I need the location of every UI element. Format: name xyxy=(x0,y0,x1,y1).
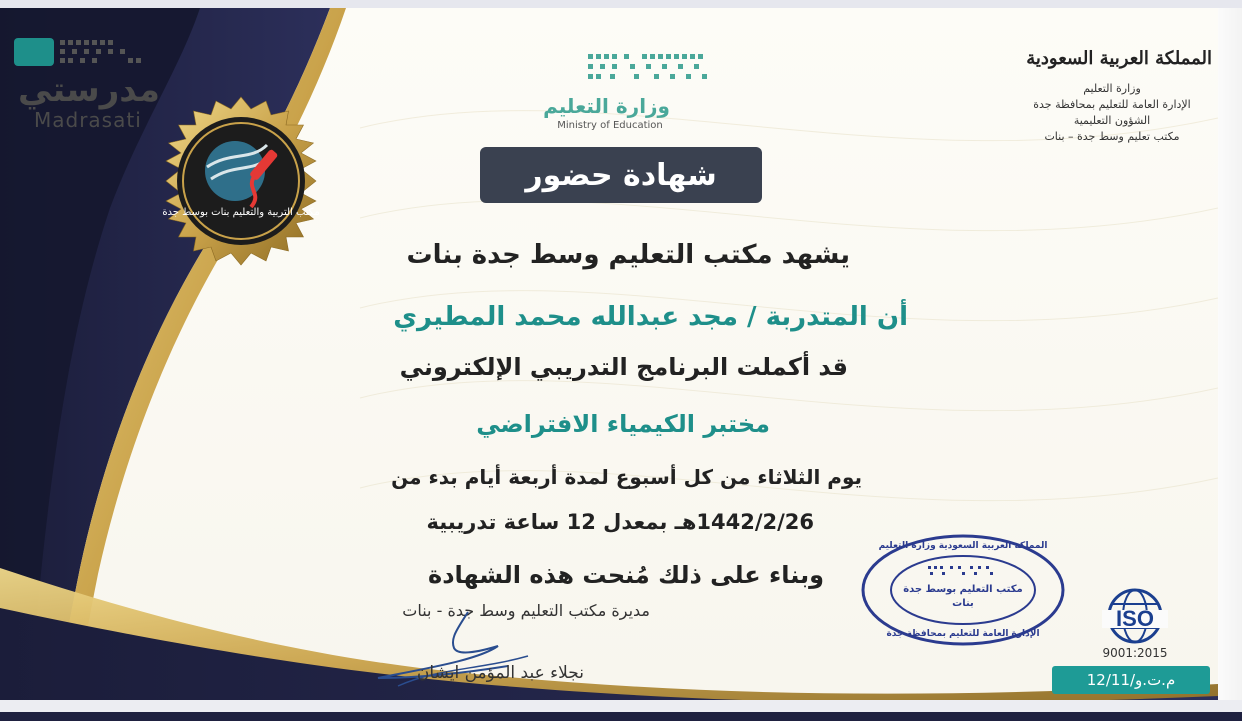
header-line-office: مكتب تعليم وسط جدة – بنات xyxy=(1044,130,1180,143)
cert-line-granted: وبناء على ذلك مُنحت هذه الشهادة xyxy=(428,561,824,589)
signatory-name: نجلاء عبد المؤمن ايشان xyxy=(416,663,584,683)
signatory-title: مديرة مكتب التعليم وسط جدة - بنات xyxy=(402,601,650,620)
medal-text: مكتب التربية والتعليم بنات بوسط جدة xyxy=(162,207,320,218)
ministry-logo xyxy=(530,50,720,140)
stamp-center-office: مكتب التعليم بوسط جدة xyxy=(903,584,1023,595)
bottom-strip xyxy=(0,712,1242,721)
certificate-title: شهادة حضور xyxy=(480,147,762,203)
header-line-administration: الإدارة العامة للتعليم بمحافظة جدة xyxy=(1033,98,1191,111)
certificate-frame xyxy=(0,8,1242,700)
issuer-header xyxy=(952,48,1212,145)
reference-code: م.ت.و/12/11 xyxy=(1052,666,1210,694)
office-medal-emblem xyxy=(136,96,346,266)
kingdom-title: المملكة العربية السعودية xyxy=(1026,48,1212,69)
madrasati-arabic: مدرستي xyxy=(18,70,160,110)
cert-line-trainee: أن المتدربة / مجد عبدالله محمد المطيري xyxy=(393,302,908,332)
ministry-english: Ministry of Education xyxy=(557,120,663,131)
stamp-bottom-text: الإدارة العامة للتعليم بمحافظة جدة xyxy=(886,629,1040,639)
right-edge xyxy=(1218,8,1242,700)
certificate xyxy=(0,8,1242,700)
top-strip xyxy=(0,0,1242,8)
iso-standard: 9001:2015 xyxy=(1102,646,1168,660)
ministry-dots-icon xyxy=(530,50,720,94)
cert-line-schedule: يوم الثلاثاء من كل أسبوع لمدة أربعة أيام بدء من xyxy=(391,465,862,489)
madrasati-logo xyxy=(12,36,160,136)
header-line-affairs: الشؤون التعليمية xyxy=(1073,114,1151,127)
madrasati-english: Madrasati xyxy=(34,108,142,132)
cert-line-issuer: يشهد مكتب التعليم وسط جدة بنات xyxy=(406,240,850,270)
stamp-center-girls: بنات xyxy=(952,598,974,609)
stamp-ring-text: المملكة العربية السعودية وزارة التعليم xyxy=(878,541,1048,551)
iso-label: ISO xyxy=(1116,606,1154,631)
cert-line-completed: قد أكملت البرنامج التدريبي الإلكتروني xyxy=(399,353,848,381)
official-stamp xyxy=(858,532,1068,648)
cert-line-date-hours: 1442/2/26هـ بمعدل 12 ساعة تدريبية xyxy=(426,510,814,534)
header-line-ministry: وزارة التعليم xyxy=(1083,82,1141,95)
ministry-arabic: وزارة التعليم xyxy=(543,94,670,118)
cert-line-program: مختبر الكيمياء الافتراضي xyxy=(476,410,770,438)
